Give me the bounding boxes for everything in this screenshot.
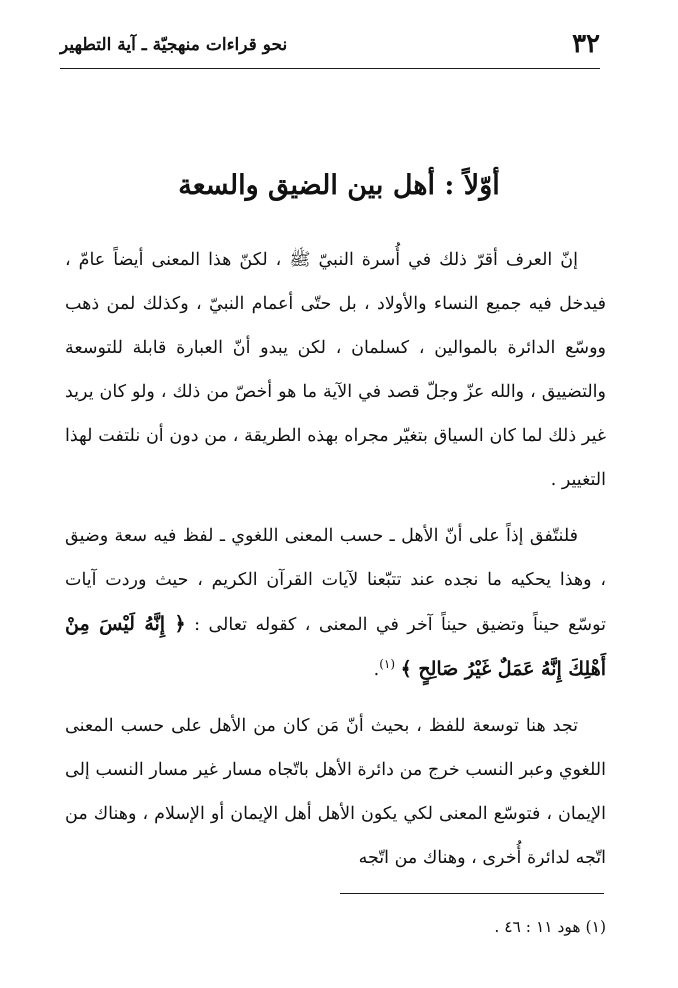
quran-verse: ﴿ إِنَّهُ لَيْسَ مِنْ أَهْلِكَ إِنَّهُ عَمَلٌ غَيْرُ صَالِحٍ ﴾ (65, 613, 606, 680)
paragraph-text: فلنتّفق إذاً على أنّ الأهل ـ حسب المعنى اللغوي ـ لفظ فيه سعة وضيق ، وهذا يحكيه ما نجده عند تتبّعنا لآيات القرآن الكريم ، حيث وردت آيات توسّع حيناً وتضيق حيناً آخر في المعنى ، كقوله تعالى : (65, 526, 606, 635)
footnote (60, 914, 606, 940)
footnote-reference: (١) (379, 657, 396, 672)
page-header (60, 28, 600, 69)
footnote-marker: (١) (585, 918, 606, 936)
paragraph (65, 238, 606, 502)
body-text (65, 238, 606, 880)
running-title: نحو قراءات منهجيّة ـ آية التطهير (60, 35, 288, 55)
paragraph-text: إنّ العرف أقرّ ذلك في أُسرة النبيّ ﷺ ، لكنّ هذا المعنى أيضاً عامّ ، فيدخل فيه جميع النساء والأولاد ، بل حتّى أعمام النبيّ ، وكذلك لمن ذهب ووسّع الدائرة بالموالين ، كسلمان ، لكن يبدو أنّ العبارة قابلة للتوسعة والتضييق ، والله عزّ وجلّ قصد في الآية ما هو أخصّ من ذلك ، ولو كان يريد غير ذلك لما كان السياق بتغيّر مجراه بهذه الطريقة ، من دون أن نلتفت لهذا التغيير . (65, 250, 606, 490)
footnote-text: هود ١١ : ٤٦ . (494, 918, 581, 936)
paragraph: فلنتّفق إذاً على أنّ الأهل ـ حسب المعنى اللغوي ـ لفظ فيه سعة وضيق ، وهذا يحكيه ما نجده عند تتبّعنا لآيات القرآن الكريم ، حيث وردت آيات توسّع حيناً وتضيق حيناً آخر في المعنى ، كقوله تعالى : ﴿ إِنَّهُ لَيْسَ مِنْ أَهْلِكَ إِنَّهُ عَمَلٌ غَيْرُ صَالِحٍ ﴾ $^{(١)}$. (65, 526, 606, 680)
footnote-divider (340, 893, 604, 894)
paragraph-text: تجد هنا توسعة للفظ ، بحيث أنّ مَن كان من الأهل على حسب المعنى اللغوي وعبر النسب خرج من دائرة الأهل باتّجاه مسار غير مسار النسب إلى الإيمان ، فتوسّع المعنى لكي يكون الأهل أهل الإيمان أو الإسلام ، وهناك من اتّجه لدائرة أُخرى ، وهناك من اتّجه (65, 716, 606, 868)
paragraph (65, 704, 606, 880)
page-number: ٣٢ (572, 29, 600, 59)
section-heading: أوّلاً : أهل بين الضيق والسعة (178, 170, 500, 201)
